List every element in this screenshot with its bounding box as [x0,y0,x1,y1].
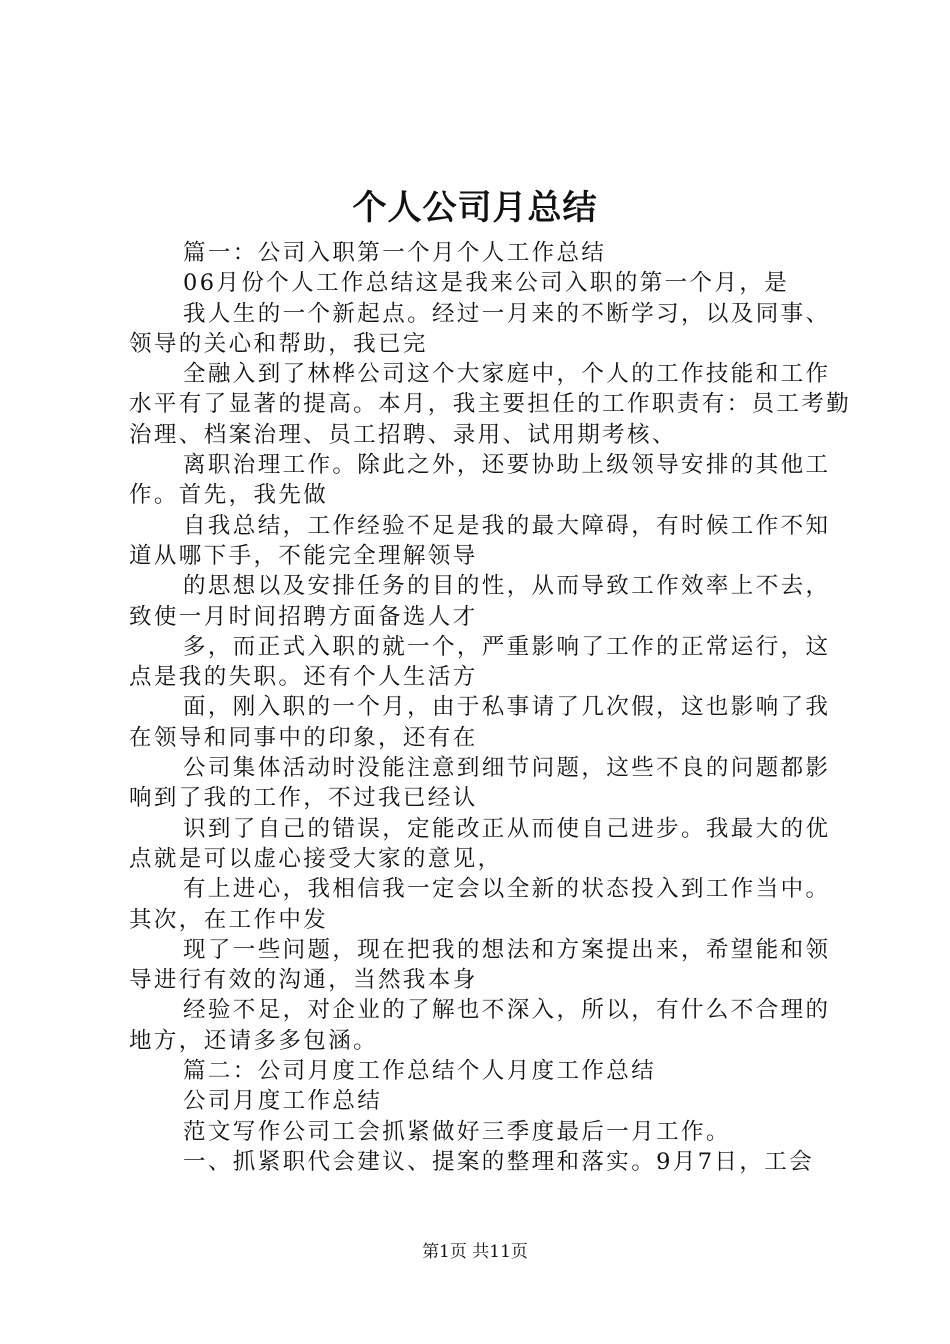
paragraph: 自我总结，工作经验不足是我的最大障碍，有时候工作不知道从哪下手，不能完全理解领导 [129,512,831,569]
paragraph: 现了一些问题，现在把我的想法和方案提出来，希望能和领导进行有效的沟通，当然我本身 [129,936,831,994]
paragraph: 一、抓紧职代会建议、提案的整理和落实。9月7日，工会 [183,1148,815,1175]
paragraph: 识到了自己的错误，定能改正从而使自己进步。我最大的优点就是可以虚心接受大家的意见， [129,815,831,872]
page-footer: 第1页 共11页 [422,1242,528,1262]
document-body [129,238,853,1177]
paragraph: 全融入到了林桦公司这个大家庭中，个人的工作技能和工作水平有了显著的提高。本月，我主要担任的工作职责有：员工考勤治理、档案治理、员工招聘、录用、试用期考核、 [129,361,852,448]
paragraph: 面，刚入职的一个月，由于私事请了几次假，这也影响了我在领导和同事中的印象，还有在 [129,694,831,751]
paragraph: 多，而正式入职的就一个，严重影响了工作的正常运行，这点是我的失职。还有个人生活方 [129,633,831,691]
paragraph: 我人生的一个新起点。经过一月来的不断学习，以及同事、领导的关心和帮助，我已完 [129,300,831,357]
section-heading: 篇二：公司月度工作总结个人月度工作总结 [183,1058,657,1085]
paragraph: 06月份个人工作总结这是我来公司入职的第一个月，是 [183,270,790,297]
paragraph: 公司月度工作总结 [183,1088,383,1115]
paragraph: 范文写作公司工会抓紧做好三季度最后一月工作。 [183,1118,731,1145]
paragraph: 离职治理工作。除此之外，还要协助上级领导安排的其他工作。首先，我先做 [129,452,831,509]
paragraph: 经验不足，对企业的了解也不深入，所以，有什么不合理的地方，还请多多包涵。 [129,997,831,1054]
paragraph: 篇一：公司入职第一个月个人工作总结 [183,240,607,266]
document-title: 个人公司月总结 [352,188,598,228]
paragraph: 公司集体活动时没能注意到细节问题，这些不良的问题都影响到了我的工作，不过我已经认 [129,755,831,812]
paragraph: 的思想以及安排任务的目的性，从而导致工作效率上不去，致使一月时间招聘方面备选人才 [129,573,831,630]
paragraph: 有上进心，我相信我一定会以全新的状态投入到工作当中。其次，在工作中发 [129,876,831,933]
